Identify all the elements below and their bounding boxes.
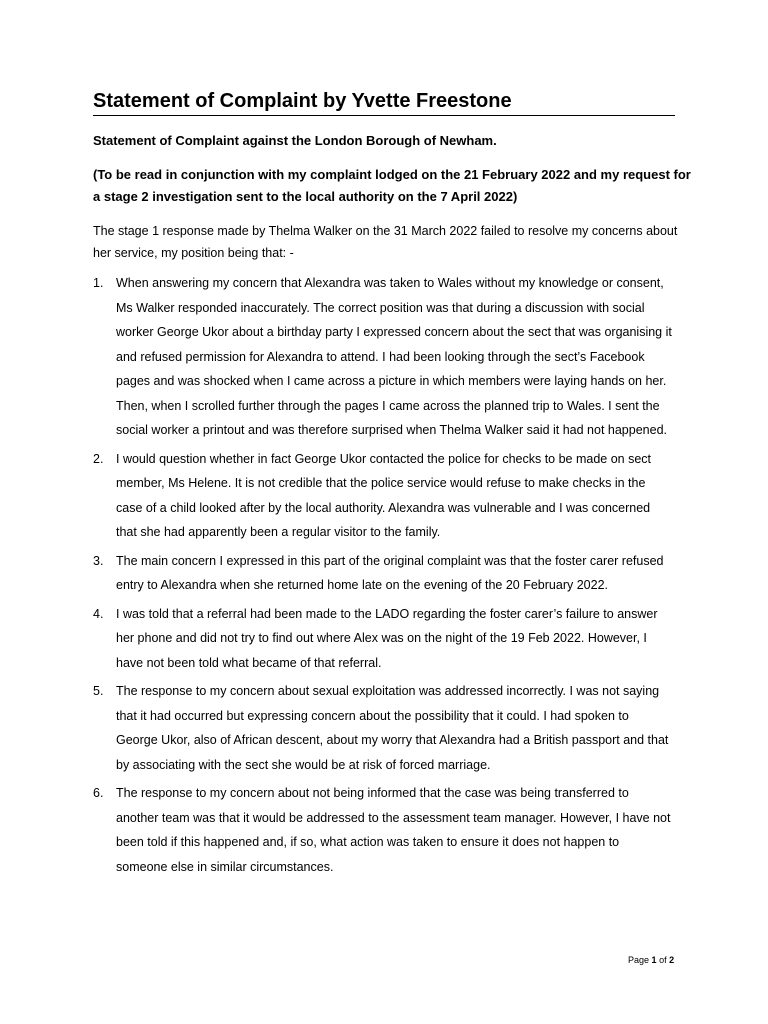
point-line: entry to Alexandra when she returned home late on the evening of the 20 February 2022.	[116, 578, 608, 592]
point-text	[116, 602, 713, 676]
note-line: a stage 2 investigation sent to the local authority on the 7 April 2022)	[93, 189, 518, 204]
intro-line: her service, my position being that: -	[93, 246, 294, 260]
point-text	[116, 679, 713, 777]
intro-paragraph	[93, 220, 713, 264]
point-line: worker George Ukor about a birthday party I expressed concern about the sect that was organising it	[116, 325, 672, 339]
point-number: 5.	[93, 684, 104, 698]
point-line: that she had apparently been a regular visitor to the family.	[116, 525, 441, 539]
point-line: been told if this happened and, if so, what action was taken to ensure it does not happen to	[116, 835, 620, 849]
of-label: of	[659, 955, 667, 965]
page-number: 1	[651, 955, 657, 965]
point-text	[116, 781, 713, 879]
page-label: Page	[628, 955, 650, 965]
complaint-points-list	[93, 271, 713, 883]
point-number: 4.	[93, 606, 104, 621]
point-line: and refused permission for Alexandra to attend. I had been looking through the sect’s Facebook	[116, 349, 645, 364]
point-line: George Ukor, also of African descent, about my worry that Alexandra had a British passport and that	[116, 733, 669, 747]
point-line: case of a child looked after by the local authority. Alexandra was vulnerable and I was concerned	[116, 500, 651, 515]
document-title: Statement of Complaint by Yvette Freestone	[93, 88, 675, 116]
point-text	[116, 549, 713, 598]
point-line: her phone and did not try to find out where Alex was on the night of the 19 Feb 2022. However, I	[116, 631, 647, 645]
complaint-point	[93, 549, 713, 598]
point-line: Ms Walker responded inaccurately. The correct position was that during a discussion with social	[116, 300, 645, 315]
point-number: 1.	[93, 276, 104, 290]
point-line: that it had occurred but expressing concern about the possibility that it could. I had spoken to	[116, 708, 629, 723]
point-line: The response to my concern about not being informed that the case was being transferred to	[116, 786, 629, 800]
point-line: I would question whether in fact George Ukor contacted the police for checks to be made on sect	[116, 451, 652, 466]
point-line: have not been told what became of that referral.	[116, 655, 382, 670]
point-number: 3.	[93, 553, 104, 568]
complaint-point	[93, 602, 713, 676]
point-line: The response to my concern about sexual exploitation was addressed incorrectly. I was not saying	[116, 684, 660, 698]
point-line: pages and was shocked when I came across a picture in which members were laying hands on her.	[116, 374, 667, 388]
point-text	[116, 447, 713, 545]
point-line: The main concern I expressed in this part of the original complaint was that the foster carer refused	[116, 553, 664, 568]
point-line: social worker a printout and was therefore surprised when Thelma Walker said it had not happened.	[116, 423, 667, 437]
point-line: I was told that a referral had been made to the LADO regarding the foster carer’s failure to answer	[116, 606, 658, 621]
point-text	[116, 271, 713, 443]
point-line: member, Ms Helene. It is not credible that the police service would refuse to make checks in the	[116, 476, 646, 490]
page-total: 2	[669, 955, 675, 965]
complaint-point	[93, 447, 713, 545]
page-footer	[628, 954, 674, 966]
conjunction-note	[93, 164, 713, 208]
point-line: Then, when I scrolled further through the pages I came across the planned trip to Wales. I sent the	[116, 398, 660, 413]
point-number: 6.	[93, 786, 104, 800]
document-subtitle: Statement of Complaint against the London Borough of Newham.	[93, 133, 497, 148]
point-number: 2.	[93, 451, 104, 466]
complaint-point	[93, 271, 713, 443]
point-line: When answering my concern that Alexandra was taken to Wales without my knowledge or consent,	[116, 276, 664, 290]
complaint-point	[93, 781, 713, 879]
note-line: (To be read in conjunction with my complaint lodged on the 21 February 2022 and my request for	[93, 167, 691, 182]
intro-line: The stage 1 response made by Thelma Walker on the 31 March 2022 failed to resolve my concerns about	[93, 224, 678, 238]
complaint-point	[93, 679, 713, 777]
point-line: by associating with the sect she would be at risk of forced marriage.	[116, 757, 491, 772]
point-line: someone else in similar circumstances.	[116, 859, 334, 874]
point-line: another team was that it would be addressed to the assessment team manager. However, I have not	[116, 810, 671, 825]
